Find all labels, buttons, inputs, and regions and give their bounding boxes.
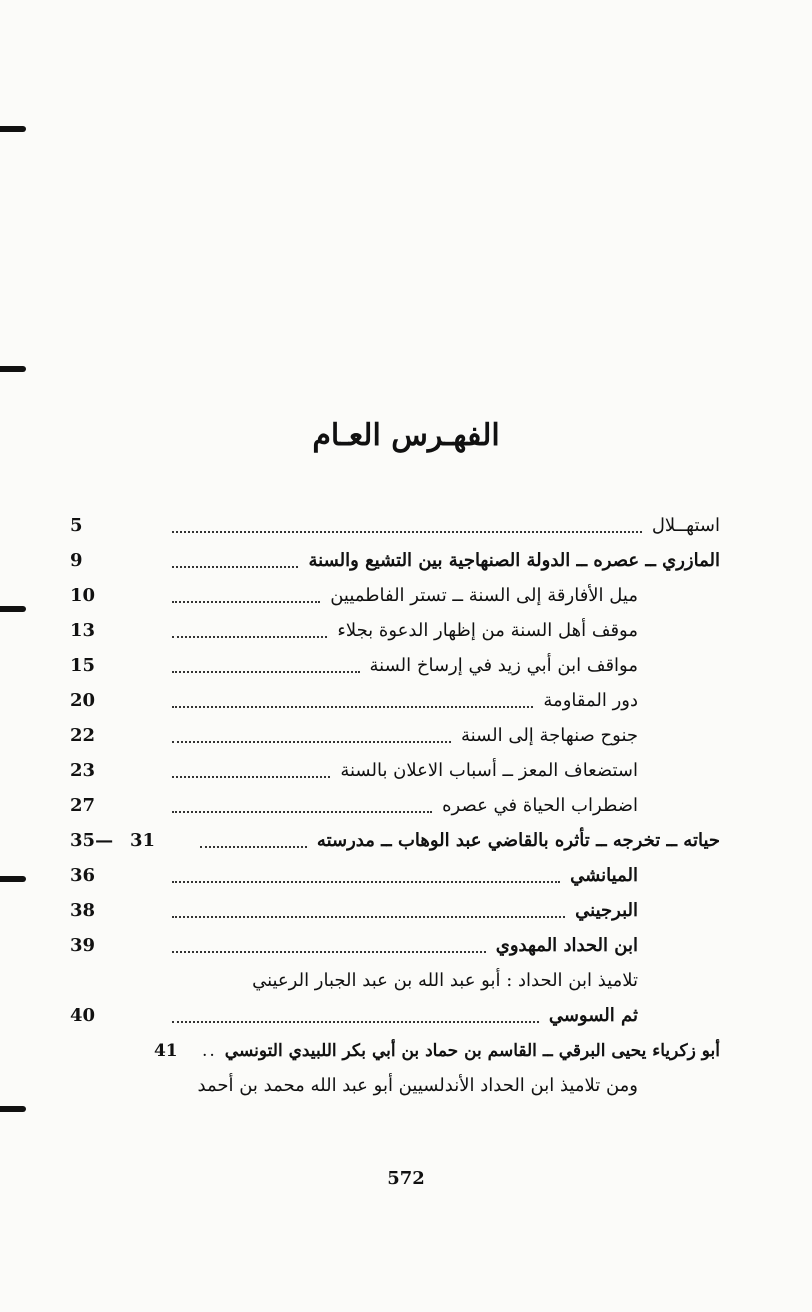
toc-entry-text: ابن الحداد المهدوي bbox=[495, 935, 638, 956]
toc-entry bbox=[70, 858, 720, 893]
toc-entry-page: 23 bbox=[70, 760, 96, 781]
toc-entry-page: 36 bbox=[70, 865, 96, 886]
scan-edge-mark bbox=[0, 1106, 26, 1112]
toc-entry-text: دور المقاومة bbox=[543, 690, 638, 711]
dot-leader bbox=[200, 846, 307, 848]
toc-entry-page: 40 bbox=[70, 1005, 96, 1026]
toc-entry bbox=[70, 823, 720, 858]
scan-edge-mark bbox=[0, 366, 26, 372]
toc-entry-text: مواقف ابن أبي زيد في إرساخ السنة bbox=[369, 655, 638, 676]
toc-entry bbox=[70, 893, 720, 928]
toc-entry-page: 13 bbox=[70, 620, 96, 641]
toc-entry bbox=[70, 963, 720, 998]
toc-entry bbox=[70, 578, 720, 613]
dot-leader bbox=[172, 601, 320, 603]
toc-entry-page: 38 bbox=[70, 900, 96, 921]
dot-leader bbox=[172, 881, 560, 883]
dot-leader bbox=[172, 636, 327, 638]
toc-entry bbox=[70, 683, 720, 718]
toc-entry bbox=[70, 788, 720, 823]
toc-entry-text: المازري ــ عصره ــ الدولة الصنهاجية بين التشيع والسنة bbox=[308, 550, 720, 571]
toc-entry-page: 41 bbox=[153, 1040, 178, 1061]
toc-entry bbox=[70, 1033, 720, 1068]
toc-entry bbox=[70, 508, 720, 543]
toc-entry-text: أبو زكرياء يحيى البرقي ــ القاسم بن حماد بن أبي بكر اللبيدي التونسي bbox=[224, 1040, 720, 1061]
toc-entry-text: استهــلال bbox=[651, 515, 720, 536]
toc-entry-page: 31 bbox=[130, 830, 156, 851]
dot-leader bbox=[172, 811, 432, 813]
toc-entry-page: 39 bbox=[70, 935, 96, 956]
dot-leader: .. bbox=[201, 1040, 217, 1061]
toc-entry bbox=[70, 648, 720, 683]
dot-leader bbox=[172, 951, 486, 953]
dot-leader bbox=[172, 566, 298, 568]
dot-leader bbox=[172, 671, 360, 673]
toc-entry-page-range: 35— bbox=[70, 830, 114, 851]
toc-entry-page: 9 bbox=[70, 550, 83, 571]
scan-edge-mark bbox=[0, 606, 26, 612]
toc-entry-text: ومن تلاميذ ابن الحداد الأندلسيين أبو عبد الله محمد بن أحمد bbox=[197, 1075, 638, 1096]
toc-entry bbox=[70, 998, 720, 1033]
toc-entry bbox=[70, 718, 720, 753]
dot-leader bbox=[172, 706, 533, 708]
dot-leader bbox=[172, 916, 565, 918]
toc-entry-text: تلاميذ ابن الحداد : أبو عبد الله بن عبد الجبار الرعيني bbox=[252, 970, 638, 991]
toc-entry-text: اضطراب الحياة في عصره bbox=[442, 795, 638, 816]
toc-entry-text: ثم السوسي bbox=[548, 1005, 638, 1026]
toc-entry bbox=[70, 613, 720, 648]
dot-leader bbox=[172, 531, 642, 533]
page-title: الفهـرس العـام bbox=[312, 418, 500, 453]
page-number: 572 bbox=[387, 1168, 425, 1189]
dot-leader bbox=[172, 1021, 539, 1023]
toc-entry bbox=[70, 928, 720, 963]
scan-edge-mark bbox=[0, 876, 26, 882]
toc-entry-page: 27 bbox=[70, 795, 96, 816]
toc-entry-text: جنوح صنهاجة إلى السنة bbox=[460, 725, 638, 746]
toc-entry-page: 5 bbox=[70, 515, 83, 536]
toc-entry-page: 10 bbox=[70, 585, 96, 606]
toc-entry-text: البرجيني bbox=[575, 900, 638, 921]
toc-entry-text: ميل الأفارقة إلى السنة ــ تستر الفاطميين bbox=[330, 585, 638, 606]
toc-entry-page: 20 bbox=[70, 690, 96, 711]
dot-leader bbox=[172, 741, 451, 743]
toc-entry-text: موقف أهل السنة من إظهار الدعوة بجلاء bbox=[337, 620, 638, 641]
toc-entry-text: استضعاف المعز ــ أسباب الاعلان بالسنة bbox=[340, 760, 638, 781]
toc-entry bbox=[70, 543, 720, 578]
scan-edge-mark bbox=[0, 126, 26, 132]
toc-entry bbox=[70, 1068, 720, 1103]
toc-entry-text: حياته ــ تخرجه ــ تأثره بالقاضي عبد الوهاب ــ مدرسته bbox=[316, 830, 720, 851]
toc-entry-page: 15 bbox=[70, 655, 96, 676]
toc-entry-page-end: 35 bbox=[70, 830, 96, 851]
toc-entry bbox=[70, 753, 720, 788]
dot-leader bbox=[172, 776, 330, 778]
toc-entry-page: 22 bbox=[70, 725, 96, 746]
table-of-contents bbox=[70, 508, 720, 1103]
toc-entry-text: الميانشي bbox=[570, 865, 638, 886]
